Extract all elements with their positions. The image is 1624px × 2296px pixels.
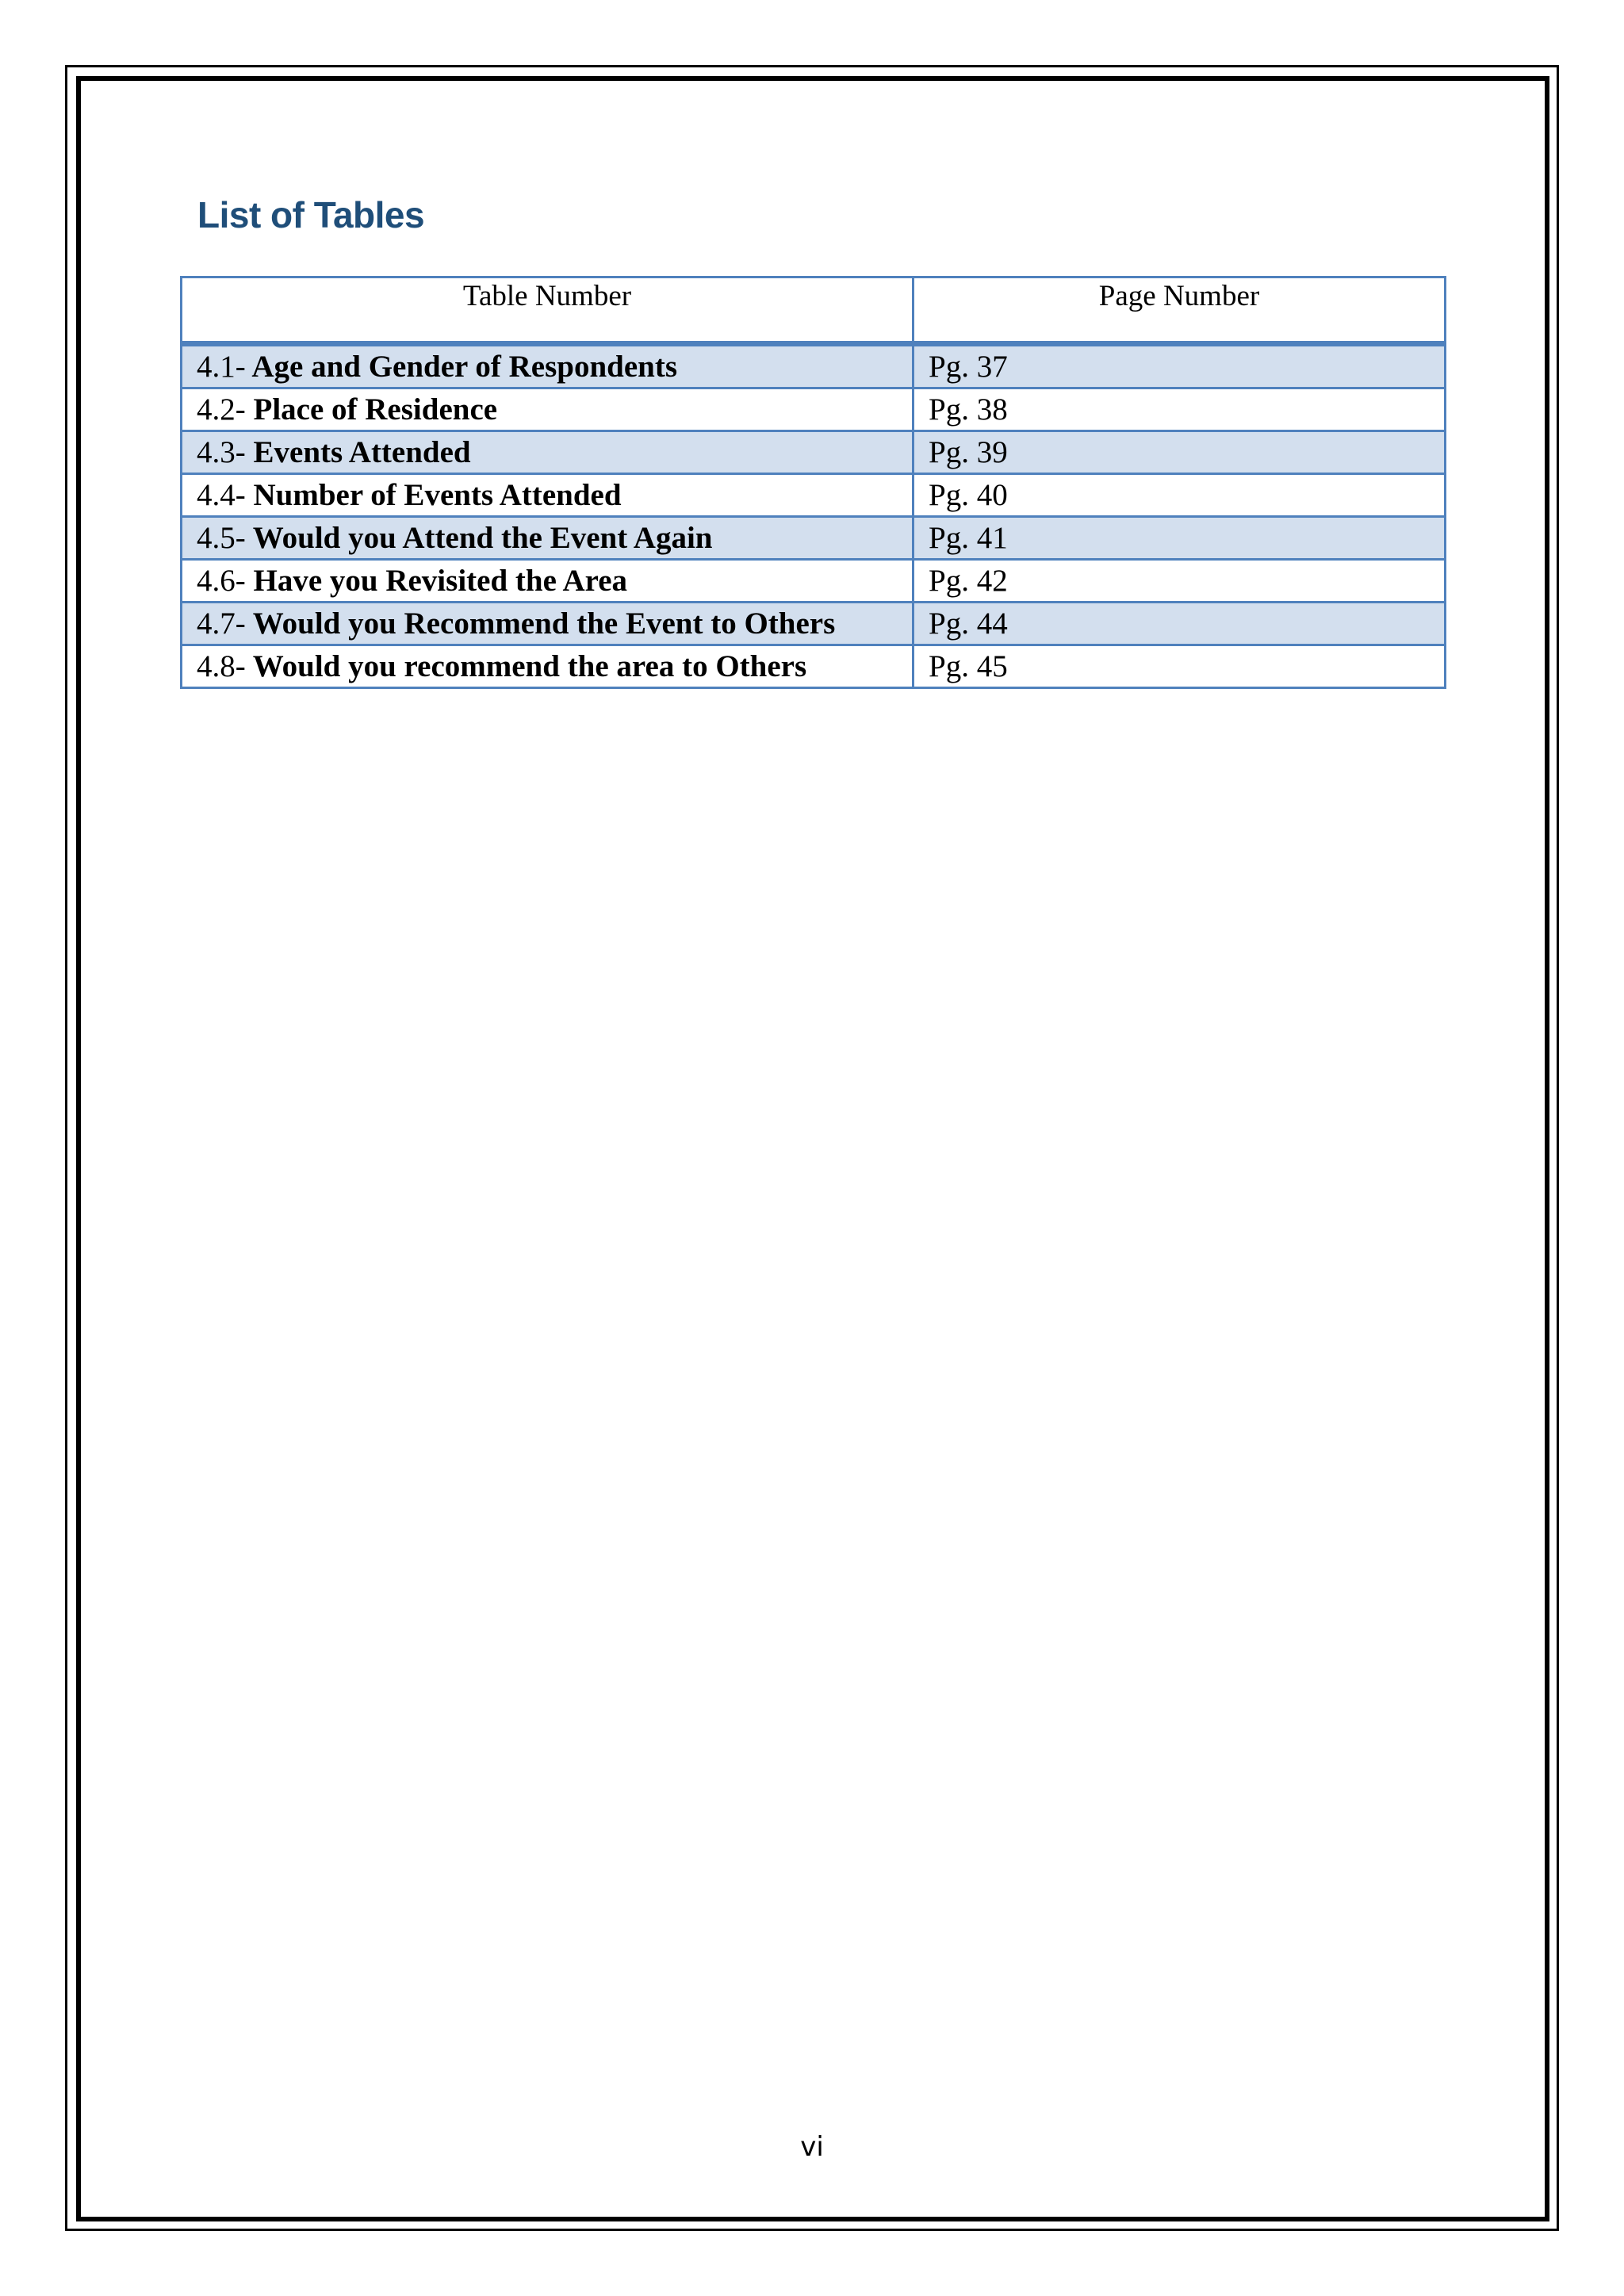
table-number: 4.4- [197,477,246,512]
table-number: 4.6- [197,563,246,598]
table-title: Age and Gender of Respondents [245,349,678,384]
table-title: Would you recommend the area to Others [245,649,807,683]
table-row [182,474,1446,517]
table-title-cell [182,645,914,688]
table-title-cell [182,431,914,474]
table-page-cell: Pg. 44 [914,603,1446,645]
table-header-row [182,277,1446,344]
table-title: Would you Recommend the Event to Others [245,606,836,641]
table-number: 4.5- [197,520,246,555]
table-row [182,388,1446,431]
table-row [182,645,1446,688]
table-page-cell: Pg. 40 [914,474,1446,517]
table-title: Events Attended [245,434,471,469]
table-title-cell [182,517,914,560]
table-page-cell: Pg. 39 [914,431,1446,474]
table-page-cell: Pg. 41 [914,517,1446,560]
list-of-tables [180,276,1446,689]
table-row [182,560,1446,603]
table-number: 4.3- [197,434,246,469]
table-page-cell: Pg. 42 [914,560,1446,603]
table-title-cell [182,344,914,388]
table-title-cell [182,560,914,603]
table-title-cell [182,474,914,517]
table-page-cell: Pg. 45 [914,645,1446,688]
table-row [182,431,1446,474]
table-page-cell: Pg. 37 [914,344,1446,388]
page-title: List of Tables [197,194,425,235]
page-number: vi [800,2131,824,2163]
table-title-cell [182,603,914,645]
table-number: 4.1- [197,349,246,384]
header-page-number: Page Number [914,277,1446,344]
table-row [182,344,1446,388]
table-number: 4.8- [197,649,246,683]
table-title: Would you Attend the Event Again [245,520,713,555]
table-title: Have you Revisited the Area [245,563,628,598]
table-row [182,517,1446,560]
table-title: Number of Events Attended [245,477,622,512]
table-title-cell [182,388,914,431]
table-title: Place of Residence [245,392,498,427]
table-number: 4.7- [197,606,246,641]
table-number: 4.2- [197,392,246,427]
table-row [182,603,1446,645]
table-page-cell: Pg. 38 [914,388,1446,431]
header-table-number: Table Number [182,277,914,344]
